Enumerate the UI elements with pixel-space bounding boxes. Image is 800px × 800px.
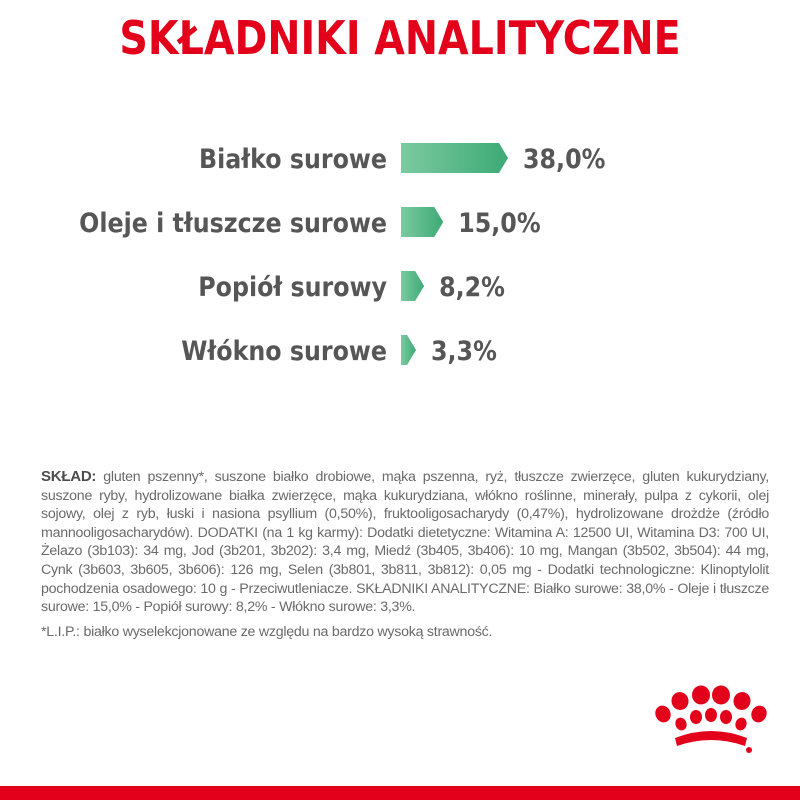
category-label: Białko surowe bbox=[199, 142, 387, 175]
value-label: 3,3% bbox=[431, 334, 497, 367]
value-label: 38,0% bbox=[523, 142, 606, 175]
value-label: 15,0% bbox=[458, 206, 541, 239]
category-label: Włókno surowe bbox=[181, 334, 387, 367]
bar bbox=[401, 207, 443, 237]
royal-crown-logo-icon bbox=[653, 684, 768, 756]
bar bbox=[401, 271, 424, 301]
footnote: *L.I.P.: białko wyselekcjonowane ze względu na bardzo wysoką strawność. bbox=[41, 624, 493, 640]
bar bbox=[401, 143, 508, 173]
composition-text bbox=[41, 468, 769, 617]
category-label: Popiół surowy bbox=[198, 270, 387, 303]
composition-label: SKŁAD: bbox=[41, 468, 97, 485]
composition-body: gluten pszenny*, suszone białko drobiowe, mąka pszenna, ryż, tłuszcze zwierzęce, gluten kukurydziany, suszone ryby, hydrolizowane białka zwierzęce, mąka kukurydziana, włókno roślinne, minerały, pulpa z cykorii, olej sojowy, olej z ryb, łuski i nasiona psyllium (0,50%), fruktooligosacharydy (0,47%), hydrolizowane drożdże (źródło mannooligosacharydów). DODATKI (na 1 kg karmy): Dodatki dietetyczne: Witamina A: 12500 UI, Witamina D3: 700 UI, Żelazo (3b103): 34 mg, Jod (3b201, 3b202): 3,4 mg, Miedź (3b405, 3b406): 10 mg, Mangan (3b502, 3b504): 44 mg, Cynk (3b603, 3b605, 3b606): 126 mg, Selen (3b801, 3b811, 3b812): 0,05 mg - Dodatki technologiczne: Klinoptylolit pochodzenia osadowego: 10 g - Przeciwutleniacze. SKŁADNIKI ANALITYCZNE: Białko surowe: 38,0% - Oleje i tłuszcze surowe: 15,0% - Popiół surowy: 8,2% - Włókno surowe: 3,3%. bbox=[41, 469, 769, 616]
bottom-brand-bar bbox=[0, 786, 800, 800]
category-label: Oleje i tłuszcze surowe bbox=[79, 206, 388, 239]
bar bbox=[401, 335, 416, 365]
page-title: SKŁADNIKI ANALITYCZNE bbox=[119, 11, 681, 65]
value-label: 8,2% bbox=[439, 270, 505, 303]
